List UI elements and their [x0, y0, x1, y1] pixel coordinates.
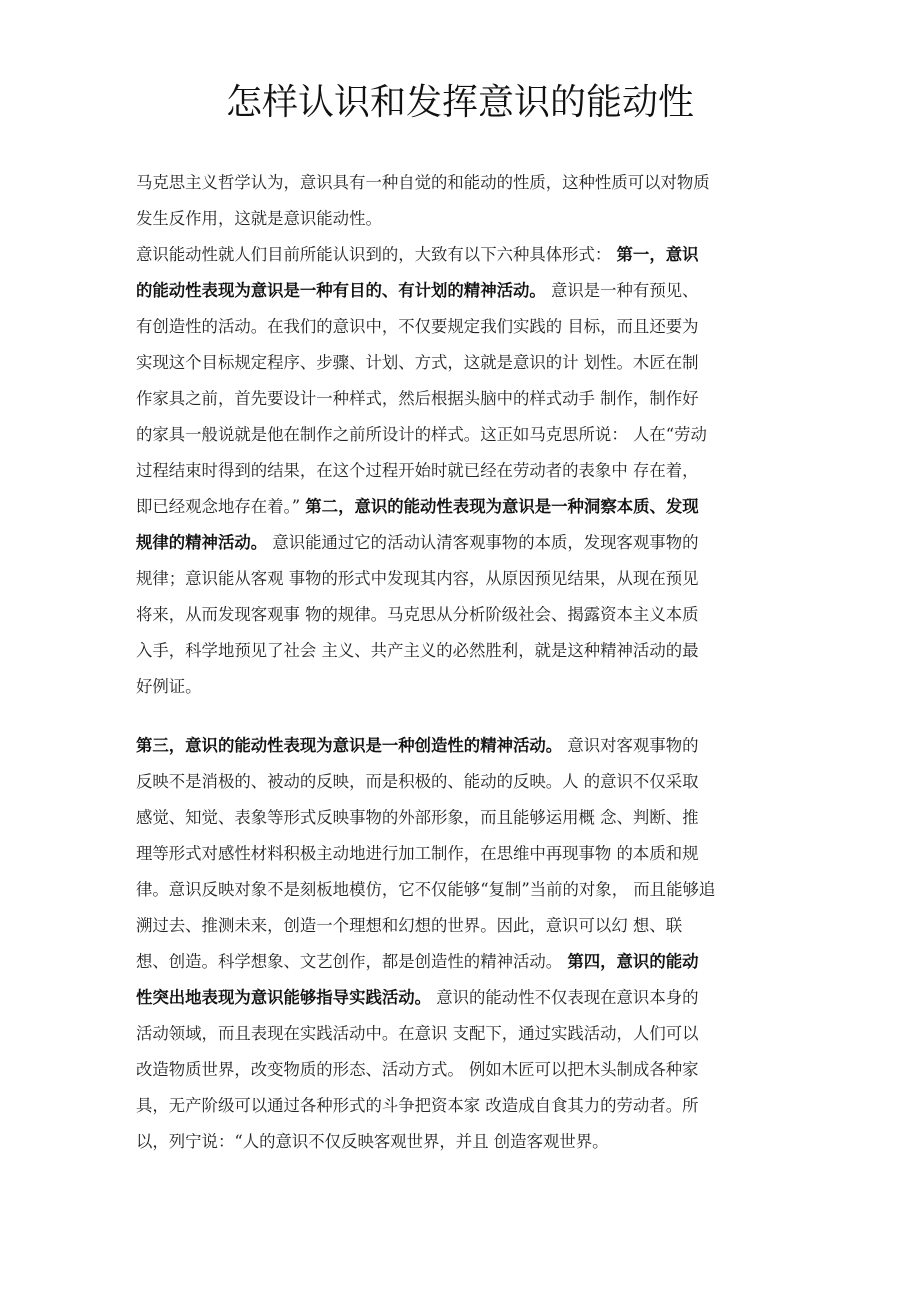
text-run: 的家具一般说就是他在制作之前所设计的样式。这正如马克思所说： 人在“劳动 [136, 425, 707, 444]
text-run: 反映不是消极的、被动的反映，而是积极的、能动的反映。人 的意识不仅采取 [136, 772, 699, 791]
text-line [136, 728, 796, 764]
bold-text-run: 的能动性表现为意识是一种有目的、有计划的精神活动。 [136, 281, 546, 300]
text-run: 实现这个目标规定程序、步骤、计划、方式，这就是意识的计 划性。木匠在制 [136, 353, 699, 372]
paragraph-forms-one-two [136, 237, 796, 705]
text-line [136, 345, 796, 381]
text-line [136, 836, 796, 872]
page-title: 怎样认识和发挥意识的能动性 [225, 82, 694, 123]
text-line [136, 489, 796, 525]
bold-text-run: 性突出地表现为意识能够指导实践活动。 [136, 988, 432, 1007]
paragraph-intro [136, 165, 796, 237]
text-run: 具，无产阶级可以通过各种形式的斗争把资本家 改造成自食其力的劳动者。所 [136, 1096, 699, 1115]
text-run: 意识的能动性不仅表现在意识本身的 [431, 988, 699, 1007]
text-line [136, 525, 796, 561]
text-run: 意识是一种有预见、 [545, 281, 699, 300]
bold-text-run: 第四，意识的能动 [567, 952, 699, 971]
text-run: 入手，科学地预见了社会 主义、共产主义的必然胜利，就是这种精神活动的最 [136, 641, 699, 660]
text-run: 作家具之前，首先要设计一种样式，然后根据头脑中的样式动手 制作，制作好 [136, 389, 699, 408]
bold-text-run: 第二，意识的能动性表现为意识是一种洞察本质、发现 [305, 497, 699, 516]
text-run: 意识能动性就人们目前所能认识到的，大致有以下六种具体形式： [136, 245, 617, 264]
text-line [136, 1124, 796, 1160]
text-line [136, 381, 796, 417]
text-line [136, 1016, 796, 1052]
text-line [136, 669, 796, 705]
text-run: 马克思主义哲学认为，意识具有一种自觉的和能动的性质，这种性质可以对物质 [136, 173, 710, 192]
text-run: 活动领域，而且表现在实践活动中。在意识 支配下，通过实践活动，人们可以 [136, 1024, 699, 1043]
text-line [136, 597, 796, 633]
text-run: 将来，从而发现客观事 物的规律。马克思从分析阶级社会、揭露资本主义本质 [136, 605, 699, 624]
text-line [136, 309, 796, 345]
text-line [136, 764, 796, 800]
text-line [136, 980, 796, 1016]
text-run: 想、创造。科学想象、文艺创作，都是创造性的精神活动。 [136, 952, 568, 971]
text-run: 感觉、知觉、表象等形式反映事物的外部形象，而且能够运用概 念、判断、推 [136, 808, 699, 827]
text-line [136, 201, 796, 237]
text-run: 理等形式对感性材料积极主动地进行加工制作，在思维中再现事物 的本质和规 [136, 844, 699, 863]
text-run: 意识对客观事物的 [562, 736, 699, 755]
text-line [136, 165, 796, 201]
paragraph-forms-three-four [136, 728, 796, 1160]
text-line [136, 908, 796, 944]
text-run: 改造物质世界，改变物质的形态、活动方式。 例如木匠可以把木头制成各种家 [136, 1060, 699, 1079]
text-line [136, 633, 796, 669]
text-line [136, 800, 796, 836]
text-run: 发生反作用，这就是意识能动性。 [136, 209, 382, 228]
text-line [136, 561, 796, 597]
text-line [136, 273, 796, 309]
text-run: 规律；意识能从客观 事物的形式中发现其内容，从原因预见结果，从现在预见 [136, 569, 699, 588]
text-line [136, 417, 796, 453]
text-line [136, 872, 796, 908]
text-line [136, 237, 796, 273]
text-line [136, 1088, 796, 1124]
text-run: 好例证。 [136, 677, 202, 696]
bold-text-run: 第三，意识的能动性表现为意识是一种创造性的精神活动。 [136, 736, 563, 755]
text-run: 过程结束时得到的结果，在这个过程开始时就已经在劳动者的表象中 存在着， [136, 461, 699, 480]
text-line [136, 453, 796, 489]
text-run: 以，列宁说：“人的意识不仅反映客观世界，并且 创造客观世界。 [136, 1132, 609, 1151]
text-line [136, 944, 796, 980]
text-line [136, 1052, 796, 1088]
text-run: 即已经观念地存在着。” [136, 497, 306, 516]
text-run: 溯过去、推测未来，创造一个理想和幻想的世界。因此，意识可以幻 想、联 [136, 916, 683, 935]
text-run: 有创造性的活动。在我们的意识中，不仅要规定我们实践的 目标，而且还要为 [136, 317, 699, 336]
bold-text-run: 规律的精神活动。 [136, 533, 268, 552]
text-run: 律。意识反映对象不是刻板地模仿，它不仅能够“复制”当前的对象， 而且能够追 [136, 880, 716, 899]
bold-text-run: 第一，意识 [616, 245, 699, 264]
text-run: 意识能通过它的活动认清客观事物的本质，发现客观事物的 [267, 533, 699, 552]
